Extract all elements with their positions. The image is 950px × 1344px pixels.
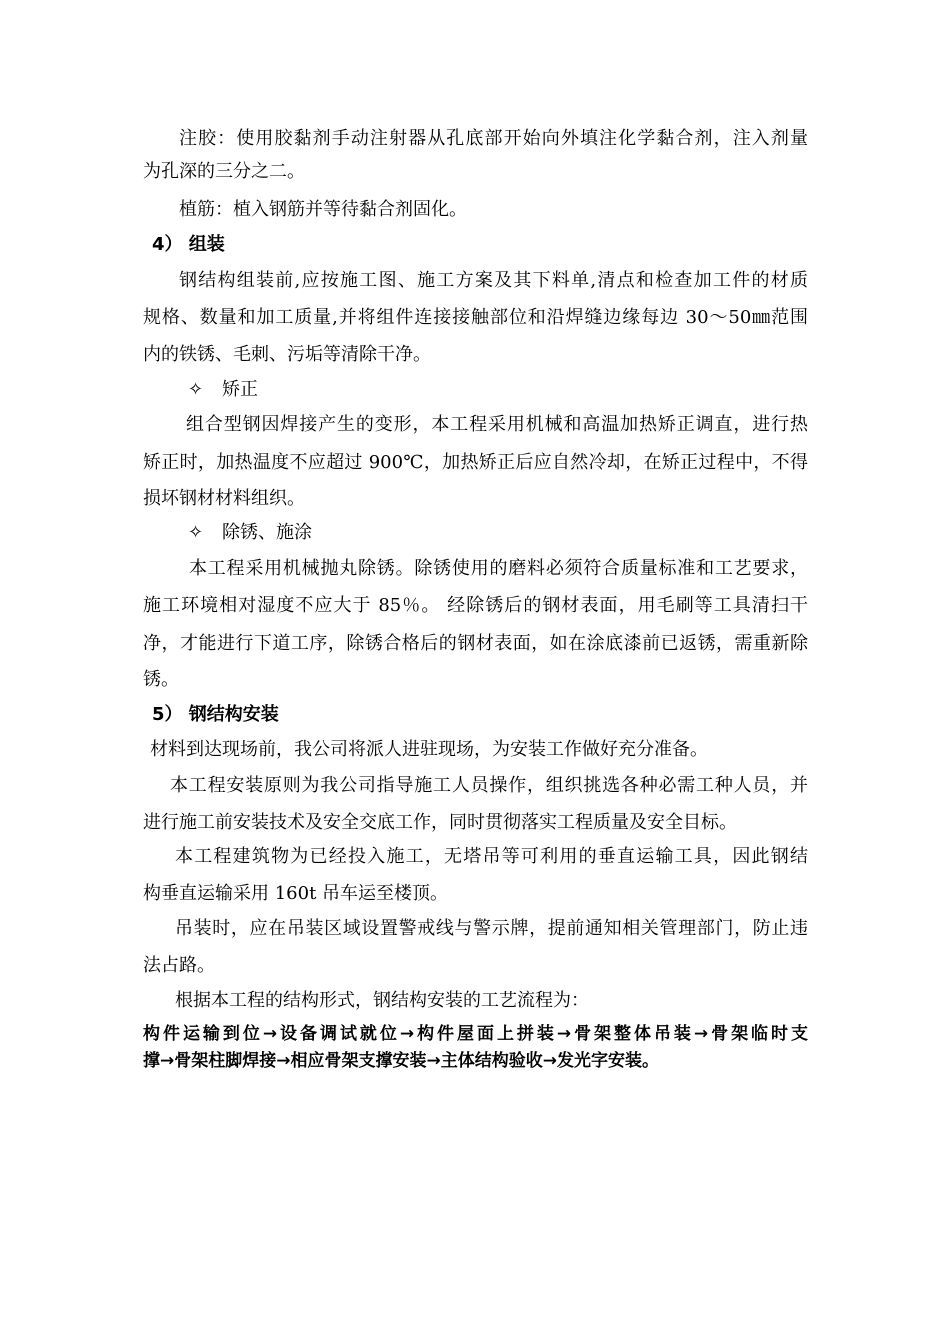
process-flow-line-1: 构件运输到位→设备调试就位→构件屋面上拼装→骨架整体吊装→骨架临时支: [143, 1024, 808, 1044]
paragraph-rust-line-2: 施工环境相对湿度不应大于 85％。 经除锈后的钢材表面，用毛刷等工具清扫干: [143, 595, 808, 616]
paragraph-rebar: 植筋：植入钢筋并等待黏合剂固化。: [179, 199, 467, 220]
bullet-rust-removal-label: 除锈、施涂: [222, 522, 312, 543]
paragraph-rust-line-1: 本工程采用机械抛丸除锈。除锈使用的磨料必须符合质量标准和工艺要求，: [189, 558, 808, 579]
diamond-bullet-icon: ✧: [188, 379, 204, 400]
process-flow-line-2: 撑→骨架柱脚焊接→相应骨架支撑安装→主体结构验收→发光字安装。: [143, 1051, 659, 1071]
diamond-bullet-icon: ✧: [188, 522, 204, 543]
paragraph-straightening-line-1: 组合型钢因焊接产生的变形，本工程采用机械和高温加热矫正调直，进行热: [186, 414, 808, 435]
bullet-straightening: [188, 378, 853, 402]
paragraph-install-principle-line-2: 进行施工前安装技术及安全交底工作，同时贯彻落实工程质量及安全目标。: [143, 812, 737, 833]
section-heading-assembly: 4） 组装: [152, 234, 225, 255]
paragraph-vertical-transport-line-1: 本工程建筑物为已经投入施工，无塔吊等可利用的垂直运输工具，因此钢结: [175, 846, 808, 867]
paragraph-process-intro: 根据本工程的结构形式，钢结构安装的工艺流程为：: [175, 990, 589, 1011]
section-heading-steel-installation: 5） 钢结构安装: [152, 704, 279, 725]
bullet-rust-removal: [188, 521, 853, 545]
paragraph-material-arrival: 材料到达现场前，我公司将派人进驻现场，为安装工作做好充分准备。: [150, 739, 708, 760]
paragraph-hoisting-line-2: 法占路。: [143, 955, 215, 976]
paragraph-rust-line-4: 锈。: [143, 669, 179, 690]
paragraph-install-principle-line-1: 本工程安装原则为我公司指导施工人员操作，组织挑选各种必需工种人员，并: [170, 775, 808, 796]
paragraph-assembly-line-2: 规格、数量和加工质量,并将组件连接接触部位和沿焊缝边缘每边 30～50㎜范围: [143, 307, 808, 328]
paragraph-hoisting-line-1: 吊装时，应在吊装区域设置警戒线与警示牌，提前通知相关管理部门，防止违: [175, 918, 808, 939]
paragraph-straightening-line-3: 损坏钢材材料组织。: [143, 488, 305, 509]
paragraph-injection-line-1: 注胶：使用胶黏剂手动注射器从孔底部开始向外填注化学黏合剂，注入剂量: [179, 128, 808, 149]
paragraph-vertical-transport-line-2: 构垂直运输采用 160t 吊车运至楼顶。: [143, 883, 449, 904]
paragraph-assembly-line-1: 钢结构组装前,应按施工图、施工方案及其下料单,清点和检查加工件的材质: [179, 270, 808, 291]
paragraph-assembly-line-3: 内的铁锈、毛刺、污垢等清除干净。: [143, 344, 431, 365]
bullet-straightening-label: 矫正: [222, 379, 258, 400]
paragraph-straightening-line-2: 矫正时，加热温度不应超过 900℃，加热矫正后应自然冷却，在矫正过程中，不得: [143, 452, 808, 473]
paragraph-rust-line-3: 净，才能进行下道工序，除锈合格后的钢材表面，如在涂底漆前已返锈，需重新除: [143, 633, 808, 654]
paragraph-injection-line-2: 为孔深的三分之二。: [143, 161, 305, 182]
